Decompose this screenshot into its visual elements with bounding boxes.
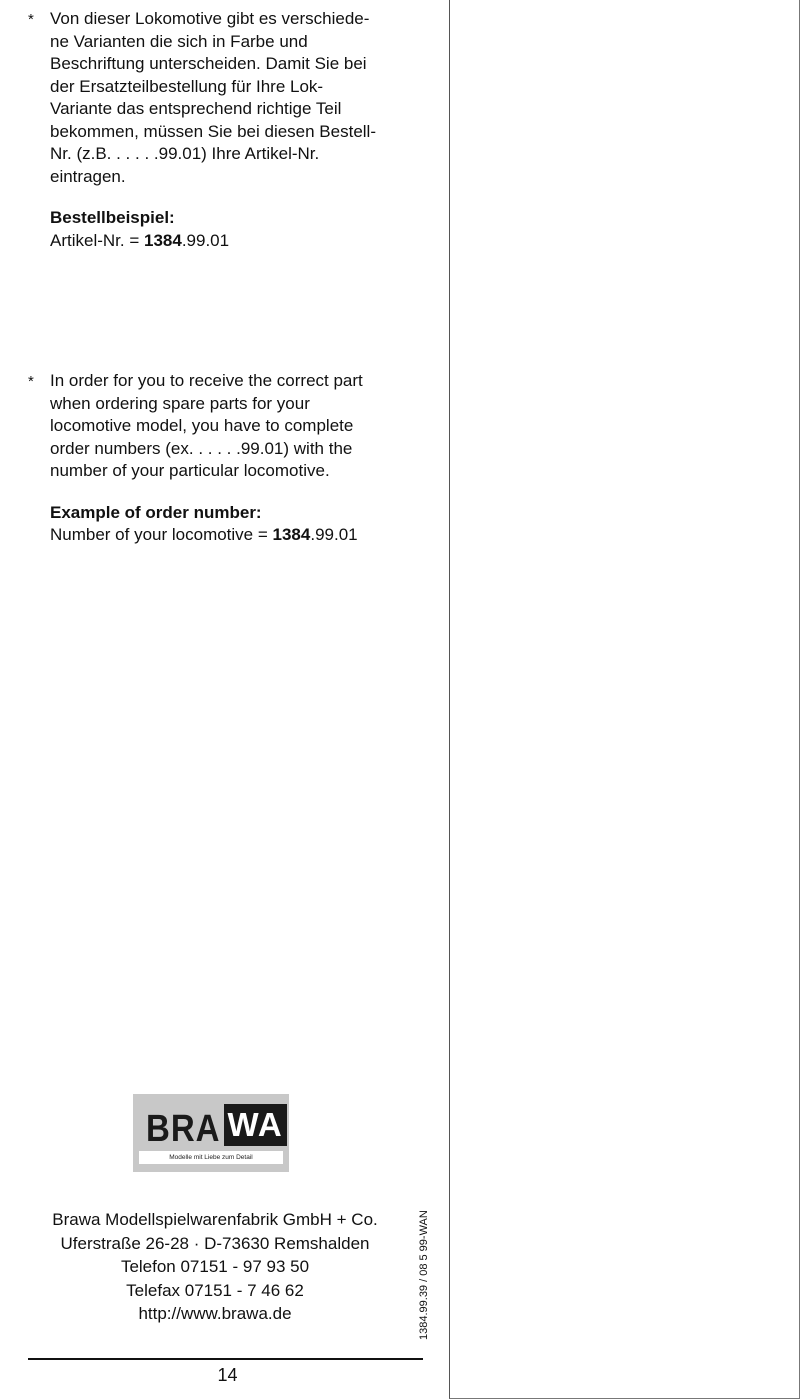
english-note-line: when ordering spare parts for your [50, 393, 310, 413]
english-note-line: In order for you to receive the correct part [50, 371, 363, 390]
footer-divider [28, 1358, 423, 1360]
german-note-line: Von dieser Lokomotive gibt es verschiede- [50, 9, 370, 28]
english-note-line: number of your particular locomotive. [50, 461, 330, 480]
website-url: http://www.brawa.de [138, 1304, 292, 1323]
german-example-heading: Bestellbeispiel: [50, 208, 175, 227]
logo-wordmark [143, 1104, 283, 1149]
german-note-line: Nr. (z.B. . . . . .99.01) Ihre Artikel-Nr. [50, 144, 320, 163]
english-note-body [50, 370, 428, 547]
german-note-line: bekommen, müssen Sie bei diesen Bestell- [50, 121, 376, 141]
german-note-body [50, 8, 428, 252]
german-note-line: der Ersatzteilbestellung für Ihre Lok- [50, 76, 324, 96]
example-prefix: Number of your locomotive = [50, 525, 273, 544]
english-example-heading: Example of order number: [50, 502, 262, 522]
german-note [28, 8, 428, 252]
street-address: Uferstraße 26-28 · D-73630 Remshalden [60, 1233, 370, 1253]
fax-number: Telefax 07151 - 7 46 62 [126, 1280, 304, 1300]
german-note-line: Variante das entsprechend richtige Teil [50, 99, 342, 118]
page-number: 14 [217, 1365, 238, 1385]
example-article-number: 1384 [144, 230, 182, 250]
company-address [10, 1208, 420, 1326]
logo-word-wa: WA [224, 1104, 287, 1146]
logo-word-bra: BRA [143, 1104, 224, 1152]
bullet-asterisk: * [28, 373, 34, 390]
english-note-line: locomotive model, you have to complete [50, 416, 354, 435]
bullet-asterisk: * [28, 11, 34, 28]
blank-right-panel [449, 0, 800, 1399]
phone-number: Telefon 07151 - 97 93 50 [120, 1257, 310, 1276]
example-suffix: .99.01 [310, 525, 358, 544]
english-note-line: order numbers (ex. . . . . .99.01) with the [50, 438, 353, 458]
example-suffix: .99.01 [181, 230, 230, 250]
example-article-number: 1384 [272, 525, 311, 544]
german-note-line: eintragen. [50, 166, 126, 186]
company-name: Brawa Modellspielwarenfabrik GmbH + Co. [52, 1210, 378, 1229]
english-example-line [50, 524, 428, 547]
brawa-logo [133, 1094, 289, 1172]
german-note-line: Beschriftung unterscheiden. Damit Sie bei [50, 54, 367, 73]
german-note-line: ne Varianten die sich in Farbe und [50, 31, 308, 51]
english-note [28, 370, 428, 547]
logo-tagline: Modelle mit Liebe zum Detail [139, 1151, 283, 1164]
german-example-line [50, 230, 428, 253]
example-prefix: Artikel-Nr. = [50, 230, 144, 250]
document-code: 1384.99.39 / 08 5 99-WAN [418, 1210, 430, 1340]
